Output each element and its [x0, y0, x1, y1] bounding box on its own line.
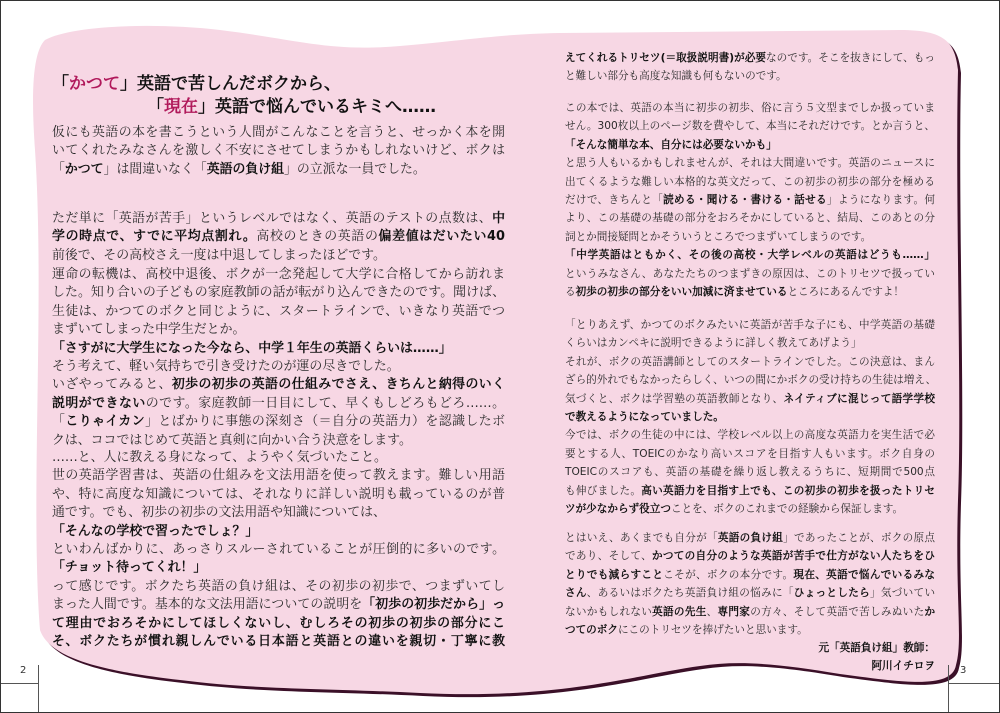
text-segment: の方々、そして英語で苦しみぬいた [750, 605, 925, 618]
text-segment: にこのトリセツを捧げたいと思います。 [617, 623, 808, 636]
text-segment: 気づくと、ボクは学習塾の英語教師となり、 [565, 392, 784, 405]
text-line [565, 246, 935, 264]
text-line [52, 124, 505, 142]
text-line [52, 486, 505, 504]
text-segment: 」気づいてい [869, 587, 936, 600]
text-line [565, 99, 935, 117]
text-line [52, 541, 505, 559]
text-segment: こそが、ボクの本分です。 [663, 568, 794, 581]
text-segment: 今では、ボクの生徒の中には、学校レベル以上の高度な英語力を実生活で必 [565, 429, 935, 442]
text-line [52, 340, 505, 358]
bold-text: 「初歩の初歩だから」っ [362, 597, 505, 613]
accent-text: かつて [69, 74, 120, 94]
text-line [52, 376, 505, 394]
text-segment: この本では、英語の本当に初歩の初歩、俗に言う５文型までしか扱っていま [565, 102, 935, 114]
bold-text: 「さすがに大学生になった今なら、中学１年生の英語くらいは……」 [52, 340, 452, 356]
bold-text: で教えるようになっていました。 [565, 410, 724, 423]
text-segment: 生徒は、かつてのボクと同じように、スタートラインで、いきなり英語でつ [52, 303, 505, 319]
text-line [565, 463, 935, 481]
page-number-left: 2 [20, 665, 27, 676]
text-segment: ところにあるんですよ！ [787, 285, 904, 298]
text-segment: って感じです。ボクたち英語の負け組は、その初歩の初歩で、つまずいてし [52, 578, 505, 594]
text-line [52, 358, 505, 376]
bold-text: 説明ができない [52, 395, 146, 411]
right-page-text [565, 0, 935, 713]
text-line [52, 413, 505, 431]
text-segment: ざら的外れでもなかったらしく、いつの間にかボクの受け持ちの生徒は増え、 [565, 374, 937, 387]
text-line [565, 426, 935, 444]
accent-text: 現在 [164, 97, 198, 117]
text-line [565, 371, 935, 389]
bold-text: かつて [64, 161, 104, 177]
text-segment: 高校のときの英語の [256, 229, 379, 245]
text-segment: とはいえ、あくまでも自分が「 [565, 532, 718, 544]
bold-text: 英語の負け組 [206, 161, 285, 177]
bold-text: 専門家 [717, 605, 751, 618]
text-line [565, 334, 935, 352]
text-segment: といわんばかりに、あっさりスルーされていることが圧倒的に多いのです。 [52, 541, 505, 557]
bold-text: さん [565, 587, 587, 600]
bold-text: 英語の先生 [652, 605, 707, 618]
text-segment: 「 [52, 414, 66, 430]
paragraph [565, 49, 935, 86]
text-segment: した。知り合いの子どもの家庭教師の話が転がり込んできたのです。聞けば、 [52, 285, 505, 301]
paragraph [565, 529, 935, 639]
text-line [52, 142, 505, 160]
text-segment: 「 [52, 161, 65, 177]
text-segment: いてくれたみなさんを激しく不安にさせてしまうかもしれないけど、ボクは [52, 143, 505, 159]
text-line [52, 210, 505, 228]
crop-mark [948, 665, 949, 713]
bold-text: ネイティブに混じって語学学校 [783, 392, 935, 405]
text-line [565, 154, 935, 172]
text-line [52, 247, 505, 265]
signature-name: 阿川イチロヲ [871, 660, 935, 673]
text-segment: のです。家庭教師一日目にして、早くもしどろもどろ……。 [145, 395, 505, 411]
bold-text: 「そんなの学校で習ったでしょ？」 [52, 523, 259, 539]
text-segment: 世の英語学習書は、英語の仕組みを文法用語を使って教えます。難しい用語 [52, 468, 505, 484]
text-line [565, 603, 935, 621]
text-line [52, 161, 505, 179]
text-segment: 「 [52, 74, 69, 94]
text-segment: ただ単に「英語が苦手」というレベルではなく、英語のテストの点数は、 [52, 211, 493, 226]
bold-text: かつての自分のような英語が苦手で仕方がない人たちをひ [651, 550, 935, 563]
text-segment: 、 [706, 605, 718, 618]
text-segment: まった人間です。基本的な文法用語についての説明を [52, 597, 363, 613]
text-segment: と思う人もいるかもしれませんが、それは大間違いです。英語のニュースに [565, 157, 935, 170]
bold-text: えてくれるトリセツ(＝取扱説明書)が必要 [565, 52, 766, 64]
text-segment: せん。300枚以上のページ数を費やして、本当にそれだけです。とか言うと、 [565, 120, 935, 133]
text-line [52, 523, 505, 541]
text-segment: であり、そして、 [565, 550, 652, 563]
text-segment: る [565, 285, 576, 298]
bold-text: か [924, 605, 936, 618]
bold-text: 「中学英語はともかく、その後の高校・大学レベルの英語はどうも……」 [565, 249, 935, 262]
bold-text: 英語の負け組 [717, 532, 784, 544]
bold-text: そ、ボクたちが慣れ親しんでいる日本語と英語との違いを親切・丁寧に教 [52, 633, 505, 649]
text-segment: 詞とか間接疑問とかそういうところでつまずいてしまうのです。 [565, 230, 872, 243]
text-line [565, 353, 935, 371]
text-line [52, 449, 505, 467]
text-line [565, 316, 935, 334]
paragraph [565, 99, 935, 301]
bold-text: こりゃイカン [65, 414, 146, 430]
bold-text: 高い英語力を目指す上でも、この初歩の初歩を扱ったトリセ [641, 484, 935, 497]
text-segment: と難しい部分も高度な知識も何もないのです。 [565, 70, 787, 83]
page-number-right: 3 [960, 665, 967, 676]
text-line [565, 390, 935, 408]
text-segment: TOEICのスコアも、英語の基礎を繰り返し教えるうちに、短期間で500点 [565, 466, 935, 479]
paragraph [52, 210, 505, 265]
text-line [565, 209, 935, 227]
text-segment: 」は間違いなく「 [103, 161, 207, 177]
text-line [565, 500, 935, 518]
text-segment: 「とりあえず、かつてのボクみたいに英語が苦手な子にも、中学英語の基礎 [565, 319, 935, 331]
text-line [565, 283, 935, 301]
paragraph [565, 316, 935, 518]
text-segment: ことを、ボクのこれまでの経験から保証します。 [670, 502, 904, 515]
author-signature [565, 639, 935, 676]
text-line [52, 432, 505, 450]
text-line [52, 633, 505, 651]
text-line [565, 67, 935, 85]
text-line [565, 482, 935, 500]
text-line [565, 173, 935, 191]
text-segment: いざやってみると、 [52, 377, 172, 393]
text-line [52, 284, 505, 302]
text-segment: 」ようになります。何 [826, 193, 935, 206]
crop-mark [0, 683, 38, 684]
text-line [565, 584, 935, 602]
text-line [52, 578, 505, 596]
bold-text: て理由でおろそかにしてほしくないし、むしろその初歩の初歩の部分にこ [52, 615, 505, 631]
bold-text: 読める・聞ける・書ける・話せる [663, 193, 827, 206]
text-segment: 」であったことが、ボクの原点 [783, 532, 935, 544]
paragraph [52, 449, 505, 651]
text-segment: 」とばかりに事態の深刻さ（＝自分の英語力）を認識したボ [145, 414, 506, 430]
text-line [52, 559, 505, 577]
text-line [565, 445, 935, 463]
text-line [52, 303, 505, 321]
bold-text: 」英語で悩んでいるキミへ…… [198, 97, 436, 117]
bold-text: とりでも減らすこと [565, 568, 664, 581]
paragraph [52, 124, 505, 179]
text-segment: だけで、きちんと「 [565, 193, 664, 206]
text-line [52, 321, 505, 339]
text-segment: ……と、人に教える身になって、ようやく気づいたこと。 [52, 450, 387, 465]
text-segment: 「 [147, 97, 164, 117]
text-segment: というみなさん、あなたたちのつまずきの原因は、このトリセツで扱ってい [565, 267, 935, 280]
text-line [565, 566, 935, 584]
bold-text: つてのボク [565, 623, 618, 636]
text-line [52, 228, 505, 246]
bold-text: 初歩の初歩の部分をいい加減に済ませている [575, 285, 788, 298]
bold-text: 偏差値はだいたい40 [378, 229, 505, 245]
text-segment: より、この基礎の基礎の部分をおろそかにしていると、結局、このあとの分 [565, 212, 935, 225]
signature-role: 元「英語負け組」教師： [818, 642, 935, 654]
crop-mark [948, 683, 1000, 684]
text-line [52, 395, 505, 413]
text-segment: 、あるいはボクたち英語負け組の悩みに「 [586, 587, 794, 600]
text-segment: 出てくるような難しい本格的な英文だって、この初歩の初歩の部分を極める [565, 175, 935, 188]
text-line [565, 408, 935, 426]
bold-text: 「そんな簡単な本、自分には必要ないかも」 [565, 138, 777, 151]
text-segment: 仮にも英語の本を書こうという人間がこんなことを言うと、せっかく本を開 [52, 125, 505, 140]
text-segment: くらいはカンペキに説明できるように詳しく教えてあげよう」 [565, 337, 862, 350]
left-page-text [52, 0, 505, 713]
text-line [565, 49, 935, 67]
text-segment: 」の立派な一員でした。 [284, 161, 426, 177]
text-segment: ないかもしれない [565, 605, 653, 618]
text-line [52, 596, 505, 614]
text-line [565, 228, 935, 246]
text-segment: なのです。そこを抜きにして、もっ [766, 52, 935, 64]
text-segment: まずいてしまった中学生だとか。 [52, 322, 246, 338]
text-segment: 通です。でも、初歩の初歩の文法用語や知識については、 [52, 505, 386, 521]
bold-text: ツが少なからず役立つ [565, 502, 671, 515]
text-line [565, 529, 935, 547]
bold-text: 」英語で苦しんだボクから、 [120, 74, 341, 94]
crop-mark [38, 665, 39, 713]
text-line [52, 266, 505, 284]
text-segment: クは、ココではじめて英語と真剣に向かい合う決意をします。 [52, 432, 412, 448]
bold-text: ひょっとしたら [793, 587, 870, 600]
text-segment: 運命の転機は、高校中退後、ボクが一念発起して大学に合格してから訪れま [52, 267, 505, 282]
text-segment: 要とする人、TOEICのかなり高いスコアを目指す人もいます。ボク自身の [565, 447, 935, 460]
bold-text: 中 [492, 211, 505, 226]
text-line [52, 504, 505, 522]
text-segment: 前後で、その高校さえ一度は中退してしまったほどです。 [52, 247, 386, 263]
text-line [565, 117, 935, 135]
text-segment: それが、ボクの英語講師としてのスタートラインでした。この決意は、まん [565, 355, 935, 368]
text-segment: そう考えて、軽い気持ちで引き受けたのが運の尽きでした。 [52, 358, 400, 374]
text-line [565, 191, 935, 209]
bold-text: 初歩の初歩の英語の仕組みでさえ、きちんと納得のいく [171, 377, 506, 393]
bold-text: 学の時点で、すでに平均点割れ。 [52, 229, 257, 245]
text-line [565, 621, 935, 639]
text-line [565, 265, 935, 283]
bold-text: 「チョット待ってくれ！」 [52, 560, 207, 576]
text-line [565, 547, 935, 565]
text-line [52, 467, 505, 485]
text-line [52, 615, 505, 633]
paragraph [52, 266, 505, 450]
text-segment: も伸びました。 [565, 484, 642, 497]
text-segment: や、特に高度な知識については、それなりに詳しい説明も載っているのが普 [52, 486, 505, 502]
bold-text: 現在、英語で悩んでいるみな [793, 568, 935, 581]
text-line [565, 136, 935, 154]
